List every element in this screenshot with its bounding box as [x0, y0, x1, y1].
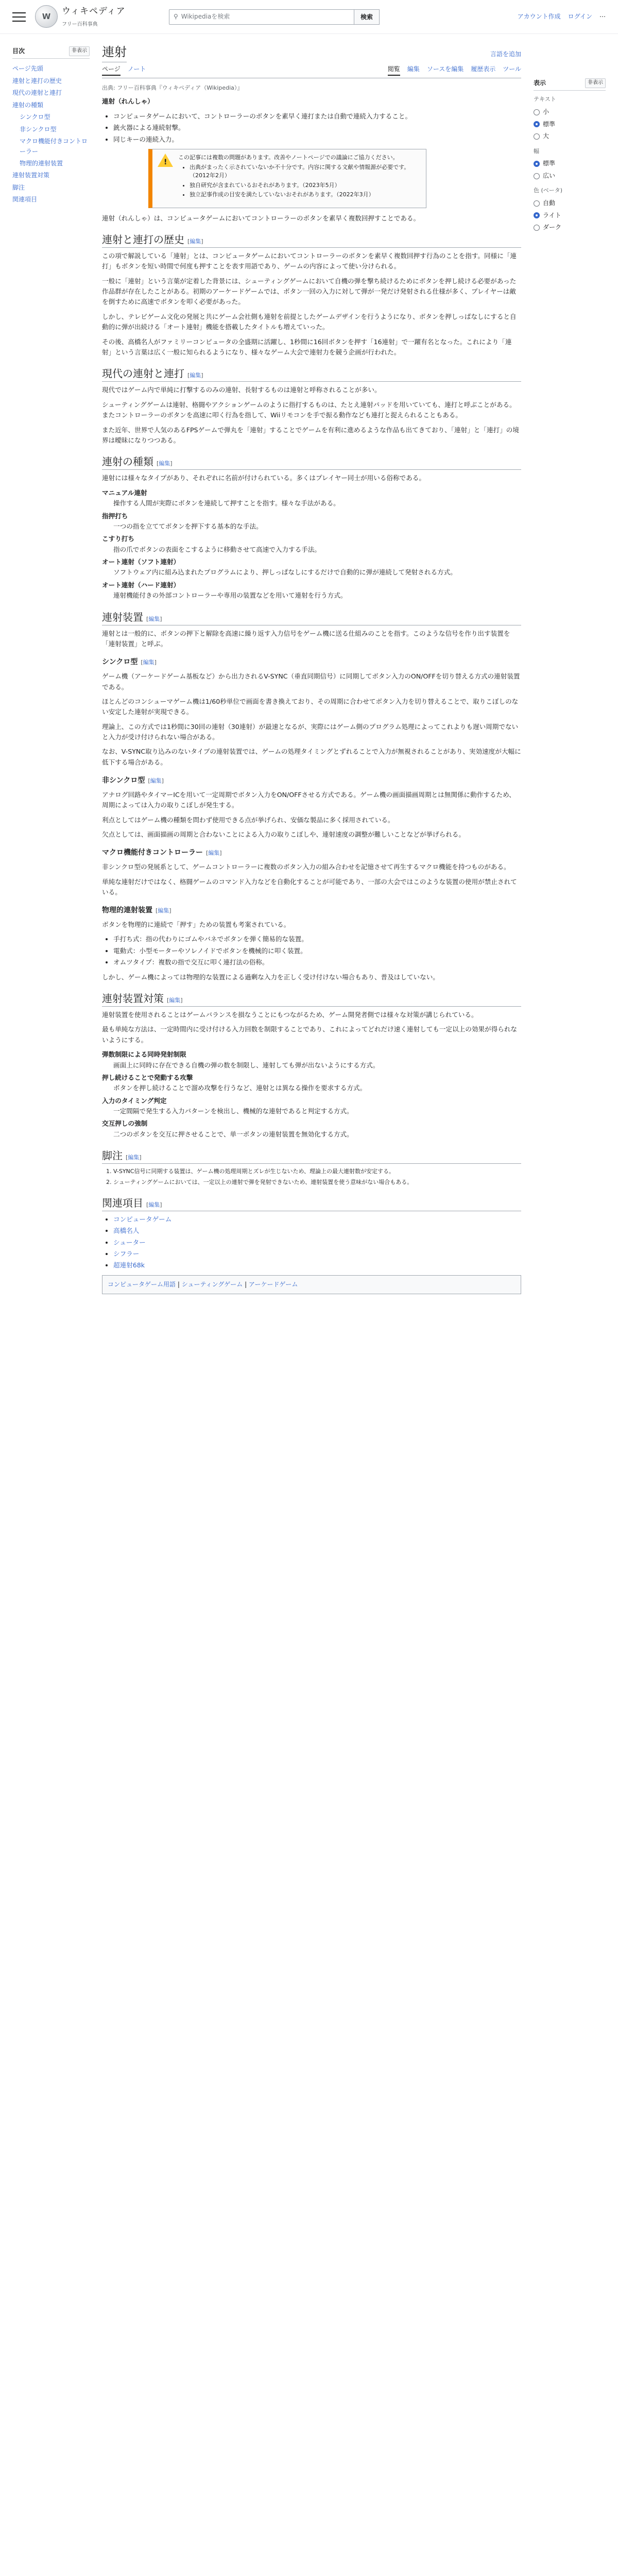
radio-color-dark[interactable]: ダーク	[534, 222, 606, 233]
wikipedia-globe-icon: W	[35, 5, 58, 28]
footnote: 2. シューティングゲームにおいては、一定以上の連射で弾を発射できないため、連射装置を使う意味がない場合もある。	[113, 1178, 521, 1187]
appearance-hide-button[interactable]: 非表示	[585, 78, 606, 88]
category-box: コンピュータゲーム用語 | シューティングゲーム | アーケードゲーム	[102, 1275, 521, 1294]
add-languages-button[interactable]: 言語を追加	[490, 50, 521, 58]
radio-small[interactable]: 小	[534, 106, 606, 118]
subsection-title: 非シンクロ型	[102, 776, 145, 785]
search-form	[169, 9, 380, 25]
appearance-title: 表示	[534, 79, 546, 87]
paragraph: なお、V-SYNC取り込みのないタイプの連射装置では、ゲームの処理タイミングとずれることで入力が無視されることがあり、実効速度が大幅に低下する場合がある。	[102, 748, 521, 766]
subsection-title: マクロ機能付きコントローラー	[102, 849, 203, 857]
toc-item[interactable]: 連射の種類	[12, 101, 44, 109]
toc-item[interactable]: シンクロ型	[20, 113, 50, 121]
section-title: 関連項目	[102, 1196, 143, 1209]
paragraph: 単純な連射だけではなく、格闘ゲームのコマンド入力などを自動化することが可能であり、一部の大会ではこのような装置の使用が禁止されている。	[102, 877, 517, 896]
edit-link[interactable]: 編集	[190, 238, 201, 245]
toc-item[interactable]: ページ先頭	[12, 65, 43, 73]
term: オート連射（ハード連射）	[102, 581, 180, 589]
color-label: 色 (ベータ)	[534, 187, 563, 194]
section-title: 連射と連打の歴史	[102, 233, 184, 246]
paragraph: この項で解説している「連射」とは、コンピュータゲームにおいてコントローラーのボタンを素早く複数回押す行為のことを指す。同様に「連打」もボタンを短い時間で何度も押すことを表す用語であり、ゲームの内容によって使い分けられる。	[102, 251, 517, 270]
search-input[interactable]: ⚲ Wikipediaを検索	[169, 9, 354, 25]
logo-main: ウィキペディア	[62, 6, 126, 16]
warning-icon: !	[158, 154, 173, 169]
paragraph: 連射装置を使用されることはゲームバランスを損なうことにもつながるため、ゲーム開発者側では様々な対策が講じられている。	[102, 1010, 478, 1019]
subsection-title: シンクロ型	[102, 658, 138, 667]
paragraph: その後、高橋名人がファミリーコンピュータの全盛期に活躍し、1秒間に16回ボタンを押す「16連射」で一躍有名となった。これにより「連射」という言葉は広く一般に知られるようになり、様々なゲーム大会で連射力を競う企画が行われた。	[102, 337, 512, 357]
paragraph: 利点としてはゲーム機の種類を問わず使用できる点が挙げられ、安価な製品に多く採用されている。	[102, 816, 394, 824]
toc-item[interactable]: マクロ機能付きコントローラー	[20, 138, 88, 155]
appearance-panel	[534, 34, 606, 1298]
paragraph: 非シンクロ型の発展系として、ゲームコントローラーに複数のボタン入力の組み合わせを記憶させて再生するマクロ機能を持つものがある。	[102, 863, 510, 871]
definition: 連射機能付きの外部コントローラーや専用の装置などを用いて連射を行う方式。	[113, 591, 347, 600]
more-icon[interactable]: ⋯	[599, 12, 606, 20]
create-account-link[interactable]: アカウント作成	[517, 12, 561, 20]
footnote: 1. V-SYNC信号に同期する装置は、ゲーム機の処理周期とズレが生じないため、理論上の最大連射数が安定する。	[113, 1167, 521, 1176]
menu-icon[interactable]	[12, 12, 26, 22]
paragraph: 欠点としては、画面描画の周期と合わないことによる入力の取りこぼしや、連射速度の調整が難しいことなどが挙げられる。	[102, 831, 465, 839]
related-link[interactable]: シフラー	[113, 1250, 140, 1258]
tab-edit-source[interactable]: ソースを編集	[426, 65, 464, 73]
issue-item: • 出典がまったく示されていないか不十分です。内容に関する文献や情報源が必要です。（2012年2月）	[190, 163, 421, 180]
tab-tools[interactable]: ツール	[503, 65, 521, 73]
article-content: 連射 言語を追加 ページ ノート 閲覧 編集 ソースを編集 履歴表示 ツール 出典: フリー百科事典『ウィキペディア（Wikipedia）』 連射（れんしゃ） • コンピュータゲームにおいて、コントローラーのボタンを素早く連打または自動で連続入力すること。 • 銃火器による連続射撃。 • 同じキーの連続入力。 ! この記事には複数の問題があります。改善やノートページでの議論にご協力ください。 • 出典がまったく示されていないか不十分です。内容に関する文献や情報源が必要です。（2012年2月） • 独自研究が含まれているおそれがあります。（2023年5月） • 独立記事作成の目安を満たしていないおそれがあります。（2022年3月） 連射（れんしゃ）は、コンピュータゲームにおいてコントローラーのボタンを素早く複数回押すことである。 連射と連打の歴史 [編集] この項で解説している「連射」とは、コンピュータゲームにおいてコントローラーのボタンを素早く複数回押す行為のことを指す。同様に「連打」もボタンを短い時間で何度も押すことを表す用語であり、ゲームの内容によって使い分けられる。 一般に「連射」という言葉が定着した背景には、シューティングゲームにおいて自機の弾を撃ち続けるためにボタンを押し続ける必要があった作品群が存在したことがある。初期のアーケードゲームでは、ボタン一回の入力に対して弾が一発だけ発射される仕様が多く、プレイヤーは敵を倒すために高速でボタンを叩く必要があった。 しかし、テレビゲーム文化の発展と共にゲーム会社側も連射を前提としたゲームデザインを行うようになり、ボタンを押しっぱなしにすると自動的に弾が出続ける「オート連射」機能を搭載したタイトルも増えていった。 その後、高橋名人がファミリーコンピュータの全盛期に活躍し、1秒間に16回ボタンを押す「16連射」で一躍有名となった。これにより「連射」という言葉は広く一般に知られるようになり、様々なゲーム大会で連射力を競う企画が行われた。 現代の連射と連打 [編集] 現代ではゲーム内で単純に打撃するのみの連射、長射するものは連射と呼称されることが多い。 シューティングゲームは連射、格闘やアクションゲームのように指打するものは、たとえ連射パッドを用いていても、連打と呼ぶことがある。またコントローラーのボタンを高速に叩く行為を指して、Wiiリモコンを手で振る動作なども連打と捉えられることもある。 また近年、世界で人気のあるFPSゲームで弾丸を「連射」することでゲームを有利に進めるような作品も出てきており、「連射」と「連打」の境界は曖昧になりつつある。 連射の種類 [編集] 連射には様々なタイプがあり、それぞれに名前が付けられている。多くはプレイヤー同士が用いる俗称である。 マニュアル連射 操作する人間が実際にボタンを連続して押すことを指す。様々な手法がある。 指押打ち 一つの指を立ててボタンを押下する基本的な手法。 こすり打ち 指の爪でボタンの表面をこするように移動させて高速で入力する手法。 オート連射（ソフト連射） ソフトウェア内に組み込まれたプログラムにより、押しっぱなしにするだけで自動的に弾が連続して発射される方式。 オート連射（ハード連射） 連射機能付きの外部コントローラーや専用の装置などを用いて連射を行う方式。 連射装置 [編集] 連射とは一般的に、ボタンの押下と解除を高速に繰り返す入力信号をゲーム機に送る仕組みのことを指す。このような信号を作り出す装置を「連射装置」と呼ぶ。 シンクロ型 [編集] ゲーム機（アーケードゲーム基板など）から出力されるV-SYNC（垂直同期信号）に同期してボタン入力のON/OFFを切り替える方式の連射装置である。 ほとんどのコンシューマゲーム機は1/60秒単位で画面を書き換えており、その周期に合わせてボタン入力を切り替えることで、取りこぼしのない安定した連射が実現できる。 理論上、この方式では1秒間に30回の連射（30連射）が最速となるが、実際にはゲーム側のプログラム処理によってこれよりも遅い周期でないと入力が受け付けられない場合がある。 なお、V-SYNC取り込みのないタイプの連射装置では、ゲームの処理タイミングとずれることで入力が無視されることがあり、実効速度が大幅に低下する場合がある。 非シンクロ型 [編集] アナログ回路やタイマーICを用いて一定周期でボタン入力をON/OFFさせる方式である。ゲーム機の画面描画周期とは無関係に動作するため、周期によっては入力の取りこぼしが発生する。 利点としてはゲーム機の種類を問わず使用できる点が挙げられ、安価な製品に多く採用されている。 欠点としては、画面描画の周期と合わないことによる入力の取りこぼしや、連射速度の調整が難しいことなどが挙げられる。 マクロ機能付きコントローラー [編集] 非シンクロ型の発展系として、ゲームコントローラーに複数のボタン入力の組み合わせを記憶させて再生するマクロ機能を持つものがある。 単純な連射だけではなく、格闘ゲームのコマンド入力などを自動化することが可能であり、一部の大会ではこのような装置の使用が禁止されている。 物理的連射装置 [編集] ボタンを物理的に連続で「押す」ための装置も考案されている。 • 手打ち式：指の代わりにゴムやバネでボタンを弾く簡易的な装置。 • 電動式：小型モーターやソレノイドでボタンを機械的に叩く装置。 • オムツタイプ：複数の指で交互に叩く連打法の俗称。 しかし、ゲーム機によっては物理的な装置による過剰な入力を正しく受け付けない場合もあり、普及はしていない。 連射装置対策 [編集] 連射装置を使用されることはゲームバランスを損なうことにもつながるため、ゲーム開発者側では様々な対策が講じられている。 最も単純な方法は、一定時間内に受け付ける入力回数を制限することであり、これによってどれだけ速く連射しても一定以上の効果が得られないようにする。 弾数制限による同時発射制限 画面上に同時に存在できる自機の弾の数を制限し、連射しても弾が出ないようにする方式。 押し続けることで発動する攻撃 ボタンを押し続けることで溜め攻撃を行うなど、連射とは異なる操作を要求する方式。 入力のタイミング判定 一定間隔で発生する入力パターンを検出し、機械的な連射であると判定する方式。 交互押しの強制 二つのボタンを交互に押させることで、単一ボタンの連射装置を無効化する方式。 脚注 [編集] 1. V-SYNC信号に同期する装置は、ゲーム機の処理周期とズレが生じないため、理論上の最大連射数が安定する。 2. シューティングゲームにおいては、一定以上の連射で弾を発射できないため、連射装置を使う意味がない場合もある。 関連項目 [編集] • コンピュータゲーム • 高橋名人 • シューター • シフラー • 超連射68k コンピュータゲーム用語 | シューティングゲーム | アーケードゲーム	[90, 34, 534, 1298]
list-item: • オムツタイプ：複数の指で交互に叩く連打法の俗称。	[113, 957, 521, 968]
site-header	[0, 0, 618, 34]
radio-width-standard[interactable]: 標準	[534, 158, 606, 170]
related-link[interactable]: コンピュータゲーム	[113, 1215, 172, 1223]
toc-item[interactable]: 物理的連射装置	[20, 159, 63, 167]
site-logo[interactable]	[35, 5, 138, 29]
definition: 一つの指を立ててボタンを押下する基本的な手法。	[113, 522, 263, 530]
paragraph: 現代ではゲーム内で単純に打撃するのみの連射、長射するものは連射と呼称されることが多い。	[102, 386, 381, 394]
tab-history[interactable]: 履歴表示	[471, 65, 496, 73]
from-line: 出典: フリー百科事典『ウィキペディア（Wikipedia）』	[102, 84, 243, 91]
definition: 指の爪でボタンの表面をこするように移動させて高速で入力する手法。	[113, 545, 321, 553]
paragraph: 連射には様々なタイプがあり、それぞれに名前が付けられている。多くはプレイヤー同士が用いる俗称である。	[102, 474, 425, 482]
edit-link[interactable]: 編集	[190, 372, 201, 379]
toc-item[interactable]: 関連項目	[12, 196, 38, 204]
paragraph: ほとんどのコンシューマゲーム機は1/60秒単位で画面を書き換えており、その周期に合わせてボタン入力を切り替えることで、取りこぼしのない安定した連射が実現できる。	[102, 697, 519, 716]
related-link[interactable]: 高橋名人	[113, 1227, 140, 1235]
toc-item[interactable]: 脚注	[12, 183, 25, 191]
paragraph: また近年、世界で人気のあるFPSゲームで弾丸を「連射」することでゲームを有利に進めるような作品も出てきており、「連射」と「連打」の境界は曖昧になりつつある。	[102, 426, 519, 444]
term: 入力のタイミング判定	[102, 1096, 167, 1105]
paragraph: 理論上、この方式では1秒間に30回の連射（30連射）が最速となるが、実際にはゲーム側のプログラム処理によってこれよりも遅い周期でないと入力が受け付けられない場合がある。	[102, 722, 519, 741]
edit-link[interactable]: 編集	[148, 615, 160, 622]
paragraph: 連射とは一般的に、ボタンの押下と解除を高速に繰り返す入力信号をゲーム機に送る仕組みのことを指す。このような信号を作り出す装置を「連射装置」と呼ぶ。	[102, 629, 510, 648]
toc-item[interactable]: 非シンクロ型	[20, 125, 57, 133]
list-item: • コンピュータゲームにおいて、コントローラーのボタンを素早く連打または自動で連続入力すること。	[113, 111, 521, 122]
edit-link[interactable]: 編集	[208, 850, 220, 857]
edit-link[interactable]: 編集	[148, 1201, 160, 1208]
lead-term: 連射（れんしゃ）	[102, 97, 154, 106]
radio-color-light[interactable]: ライト	[534, 210, 606, 222]
list-item: • 同じキーの連続入力。	[113, 134, 521, 145]
category-link[interactable]: シューティングゲーム	[181, 1280, 243, 1288]
tab-talk[interactable]: ノート	[127, 65, 146, 73]
logo-sub: フリー百科事典	[62, 22, 98, 28]
issue-item: • 独自研究が含まれているおそれがあります。（2023年5月）	[190, 181, 421, 190]
term: 交互押しの強制	[102, 1120, 148, 1128]
definition: 二つのボタンを交互に押させることで、単一ボタンの連射装置を無効化する方式。	[113, 1130, 353, 1138]
edit-link[interactable]: 編集	[143, 659, 154, 666]
issue-item: • 独立記事作成の目安を満たしていないおそれがあります。（2022年3月）	[190, 191, 421, 199]
term: マニュアル連射	[102, 488, 147, 497]
edit-link[interactable]: 編集	[158, 907, 169, 914]
paragraph: シューティングゲームは連射、格闘やアクションゲームのように指打するものは、たとえ連射パッドを用いていても、連打と呼ぶことがある。またコントローラーのボタンを高速に叩く行為を指して、Wiiリモコンを手で振る動作なども連打と捉えられることもある。	[102, 400, 516, 419]
paragraph: アナログ回路やタイマーICを用いて一定周期でボタン入力をON/OFFさせる方式である。ゲーム機の画面描画周期とは無関係に動作するため、周期によっては入力の取りこぼしが発生する。	[102, 790, 516, 809]
text-size-label: テキスト	[534, 96, 556, 103]
edit-link[interactable]: 編集	[169, 996, 181, 1004]
section-title: 連射の種類	[102, 455, 153, 468]
login-link[interactable]: ログイン	[568, 12, 592, 20]
radio-width-wide[interactable]: 広い	[534, 170, 606, 182]
toc-hide-button[interactable]: 非表示	[69, 46, 90, 56]
term: 弾数制限による同時発射制限	[102, 1050, 186, 1059]
list-item: • 銃火器による連続射撃。	[113, 123, 521, 133]
related-link[interactable]: シューター	[113, 1238, 146, 1246]
issue-box	[148, 149, 426, 208]
definition: ソフトウェア内に組み込まれたプログラムにより、押しっぱなしにするだけで自動的に弾が連続して発射される方式。	[113, 568, 457, 577]
list-item: • 手打ち式：指の代わりにゴムやバネでボタンを弾く簡易的な装置。	[113, 934, 521, 944]
radio-standard[interactable]: 標準	[534, 118, 606, 130]
definition: 一定間隔で発生する入力パターンを検出し、機械的な連射であると判定する方式。	[113, 1107, 353, 1115]
width-label: 幅	[534, 147, 539, 155]
toc-title: 目次	[12, 47, 25, 55]
issue-title: この記事には複数の問題があります。改善やノートページでの議論にご協力ください。	[178, 154, 399, 161]
paragraph: しかし、ゲーム機によっては物理的な装置による過剰な入力を正しく受け付けない場合もあり、普及はしていない。	[102, 973, 439, 981]
definition: 画面上に同時に存在できる自機の弾の数を制限し、連射しても弾が出ないようにする方式。	[113, 1061, 380, 1069]
term: こすり打ち	[102, 535, 134, 543]
subsection-title: 物理的連射装置	[102, 906, 152, 915]
edit-link[interactable]: 編集	[128, 1154, 140, 1161]
search-button[interactable]: 検索	[354, 9, 380, 25]
term: 押し続けることで発動する攻撃	[102, 1073, 193, 1081]
definition: ボタンを押し続けることで溜め攻撃を行うなど、連射とは異なる操作を要求する方式。	[113, 1084, 367, 1092]
category-link[interactable]: コンピュータゲーム用語	[108, 1280, 176, 1288]
paragraph: 一般に「連射」という言葉が定着した背景には、シューティングゲームにおいて自機の弾を撃ち続けるためにボタンを押し続ける必要があった作品群が存在したことがある。初期のアーケードゲームでは、ボタン一回の入力に対して弾が一発だけ発射される仕様が多く、プレイヤーは敵を倒すために高速でボタンを叩く必要があった。	[102, 277, 517, 306]
term: オート連射（ソフト連射）	[102, 558, 180, 566]
related-link[interactable]: 超連射68k	[113, 1261, 145, 1269]
toc-sidebar	[12, 34, 90, 1298]
edit-link[interactable]: 編集	[150, 777, 162, 785]
page-title: 連射	[102, 44, 127, 62]
section-title: 連射装置	[102, 611, 143, 623]
radio-large[interactable]: 大	[534, 130, 606, 142]
radio-color-auto[interactable]: 自動	[534, 197, 606, 209]
section-title: 現代の連射と連打	[102, 367, 184, 380]
paragraph: ボタンを物理的に連続で「押す」ための装置も考案されている。	[102, 920, 290, 928]
toc-item[interactable]: 現代の連射と連打	[12, 89, 62, 97]
tab-read[interactable]: 閲覧	[388, 64, 400, 75]
term: 指押打ち	[102, 512, 128, 520]
category-link[interactable]: アーケードゲーム	[248, 1280, 298, 1288]
paragraph: しかし、テレビゲーム文化の発展と共にゲーム会社側も連射を前提としたゲームデザインを行うようになり、ボタンを押しっぱなしにすると自動的に弾が出続ける「オート連射」機能を搭載したタイトルも増えていった。	[102, 312, 517, 331]
paragraph: ゲーム機（アーケードゲーム基板など）から出力されるV-SYNC（垂直同期信号）に同期してボタン入力のON/OFFを切り替える方式の連射装置である。	[102, 672, 520, 691]
page-tabs	[102, 62, 521, 78]
toc-item[interactable]: 連射と連打の歴史	[12, 77, 62, 84]
edit-link[interactable]: 編集	[159, 460, 170, 467]
section-title: 脚注	[102, 1149, 123, 1162]
toc-item[interactable]: 連射装置対策	[12, 172, 50, 179]
tab-page[interactable]: ページ	[102, 64, 121, 75]
lead-paragraph: 連射（れんしゃ）は、コンピュータゲームにおいてコントローラーのボタンを素早く複数回押すことである。	[102, 214, 420, 222]
definition: 操作する人間が実際にボタンを連続して押すことを指す。様々な手法がある。	[113, 499, 340, 507]
list-item: • 電動式：小型モーターやソレノイドでボタンを機械的に叩く装置。	[113, 946, 521, 956]
tab-edit[interactable]: 編集	[407, 65, 420, 73]
search-icon: ⚲	[174, 12, 178, 20]
section-title: 連射装置対策	[102, 992, 164, 1005]
paragraph: 最も単純な方法は、一定時間内に受け付ける入力回数を制限することであり、これによってどれだけ速く連射しても一定以上の効果が得られないようにする。	[102, 1025, 517, 1044]
